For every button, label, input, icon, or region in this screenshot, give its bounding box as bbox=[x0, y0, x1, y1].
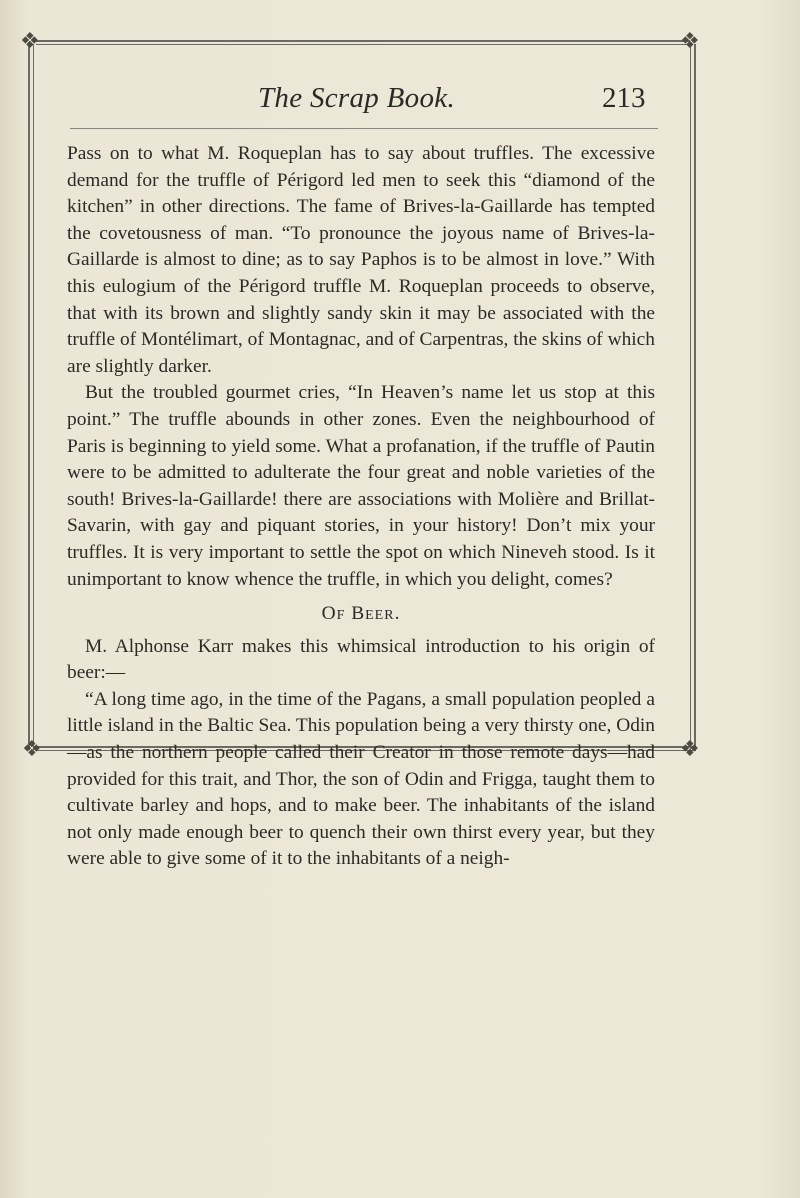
running-head: The Scrap Book. bbox=[258, 82, 455, 114]
blank-margin bbox=[0, 770, 800, 1198]
right-border-rule bbox=[694, 44, 696, 750]
paragraph: “A long time ago, in the time of the Pagans, a small population peopled a little island in the Baltic Sea. This population being a very thirsty one, Odin—as the northern people called their Creator in those remote days—had provided for this trait, and Thor, the son of Odin and Frigga, taught them to cultivate barley and hops, and to make beer. The inhabitants of the island not only made enough beer to quench their own thirst every year, but they were able to give some of it to the inhabitants of a neigh- bbox=[67, 688, 655, 870]
paragraph: Pass on to what M. Roqueplan has to say about truffles. The excessive demand for the truffle of Périgord led men to seek this “diamond of the kitchen” in other directions. The fame of Brives-la-Gaillarde has tempted the covetousness of man. “To pronounce the joyous name of Brives-la-Gaillarde is almost to dine; as to say Paphos is to be almost in love.” With this eulogium of the Périgord truffle M. Roqueplan proceeds to observe, that with its brown and slightly sandy skin it may be associated with the truffle of Montélimart, of Montagnac, and of Carpentras, the skins of which are slightly darker. bbox=[67, 143, 655, 377]
paragraph: M. Alphonse Karr makes this whimsical introduction to his origin of beer:— bbox=[67, 635, 655, 684]
left-border-rule bbox=[28, 44, 30, 750]
body-text bbox=[67, 141, 655, 873]
fleuron-icon: ❖ bbox=[22, 736, 42, 761]
fleuron-icon: ❖ bbox=[20, 28, 40, 53]
left-border-inner-rule bbox=[33, 44, 34, 750]
page-number: 213 bbox=[602, 82, 646, 114]
top-border-rule bbox=[36, 40, 690, 42]
fleuron-icon: ❖ bbox=[680, 28, 700, 53]
section-heading: Of Beer. bbox=[321, 603, 401, 625]
fleuron-icon: ❖ bbox=[680, 736, 700, 761]
header-rule bbox=[70, 128, 658, 129]
right-border-inner-rule bbox=[690, 44, 691, 750]
paragraph: But the troubled gourmet cries, “In Heaven’s name let us stop at this point.” The truffle abounds in other zones. Even the neighbourhood of Paris is beginning to yield some. What a profanation, if the truffle of Pautin were to be admitted to adulterate the four great and noble varieties of the south! Brives-la-Gaillarde! there are associations with Molière and Brillat-Savarin, with gay and piquant stories, in your history! Don’t mix your truffles. It is very important to settle the spot on which Nineveh stood. Is it unimportant to know whence the truffle, in which you delight, comes? bbox=[67, 382, 655, 590]
top-border-inner-rule bbox=[36, 44, 690, 45]
